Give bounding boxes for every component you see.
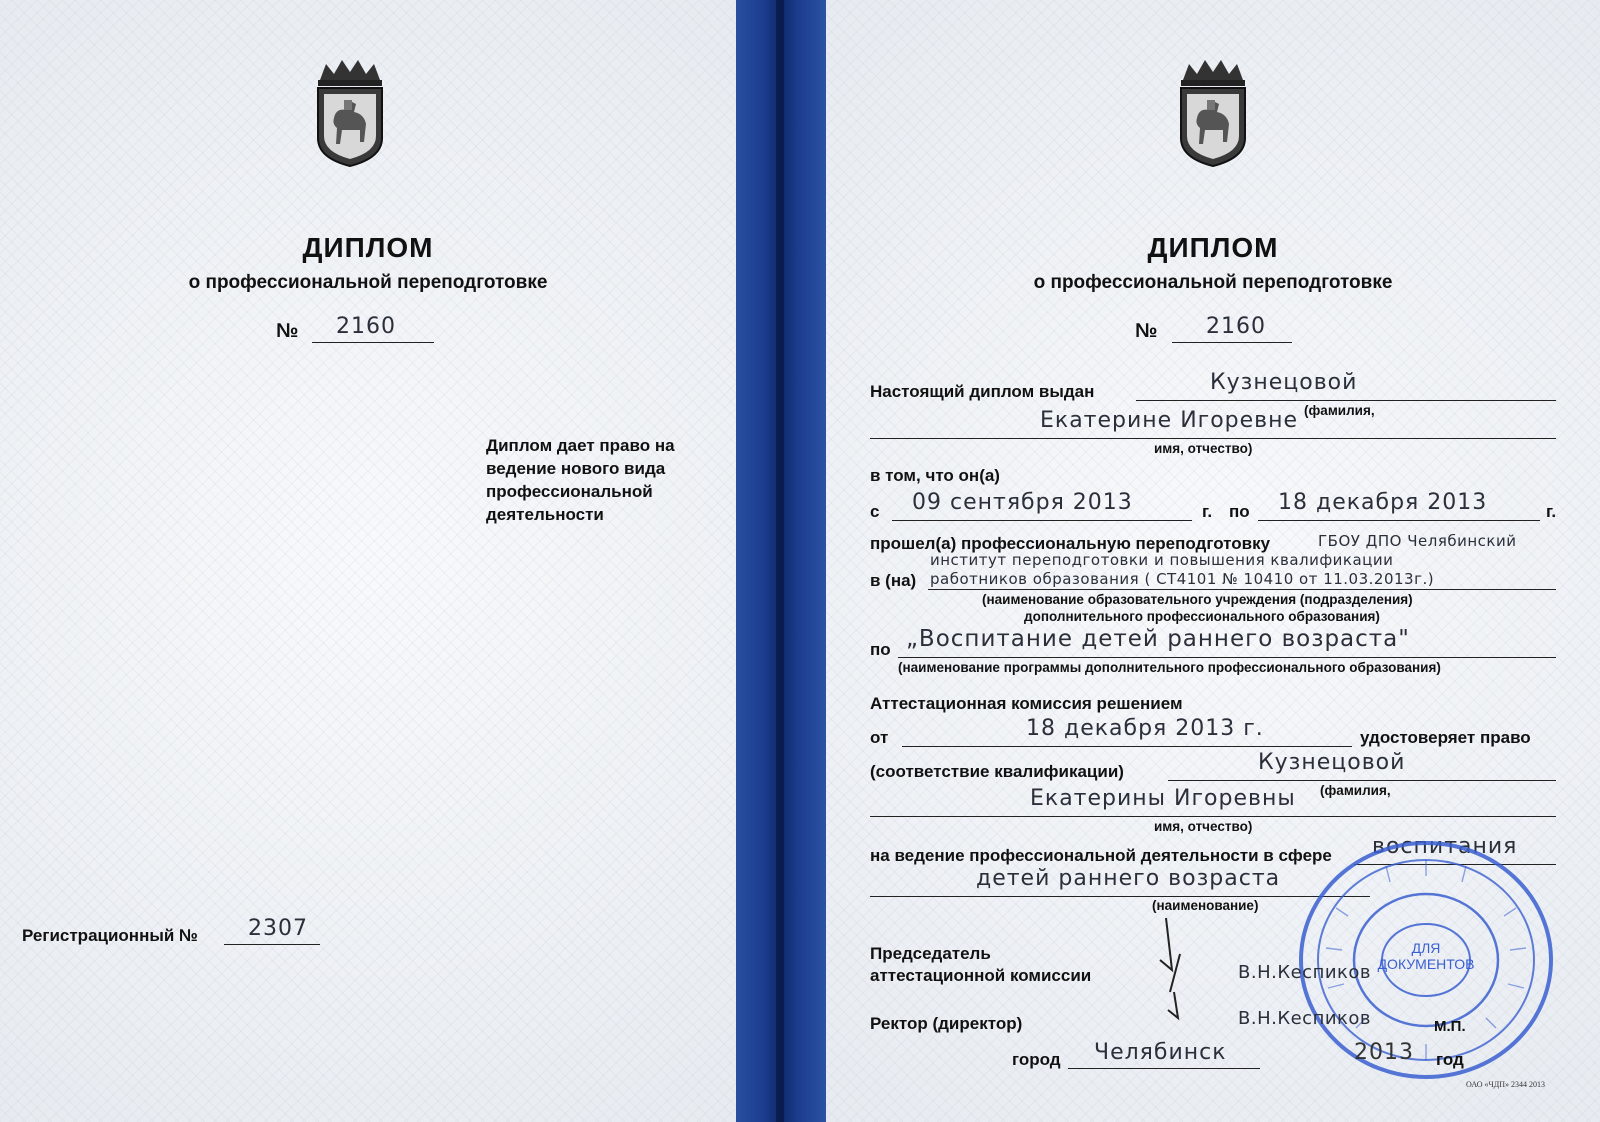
chairman-label-2: аттестационной комиссии bbox=[870, 966, 1092, 985]
institution-line-1: ГБОУ ДПО Челябинский bbox=[1318, 532, 1517, 550]
rector-label: Ректор (директор) bbox=[870, 1014, 1023, 1033]
in-label: в (на) bbox=[870, 571, 917, 590]
coat-of-arms-icon bbox=[312, 58, 388, 170]
coat-of-arms-icon bbox=[1175, 58, 1251, 170]
institution-line-3: работников образования ( СТ4101 № 10410 от 11.03.2013г.) bbox=[930, 570, 1435, 588]
to-date: 18 декабря 2013 bbox=[1278, 490, 1488, 515]
left-diploma-number: 2160 bbox=[336, 314, 396, 339]
chairman-name: В.Н.Кеспиков bbox=[1238, 962, 1372, 983]
certifies-label: удостоверяет право bbox=[1360, 728, 1531, 747]
qualification-label: (соответствие квалификации) bbox=[870, 762, 1124, 781]
decision-date: 18 декабря 2013 г. bbox=[1026, 716, 1264, 741]
chairman-label-1: Председатель bbox=[870, 944, 991, 963]
caption-name: имя, отчество) bbox=[1154, 441, 1253, 456]
caption-institution-2: дополнительного профессионального образования) bbox=[1024, 609, 1380, 624]
right-diploma-number: 2160 bbox=[1206, 314, 1266, 339]
cover-spine bbox=[736, 0, 826, 1122]
seal-inner-text: ДЛЯ ДОКУМЕНТОВ bbox=[1377, 940, 1475, 972]
rights-line: Диплом дает право на bbox=[486, 436, 675, 455]
issued-name: Екатерине Игоревне bbox=[1040, 408, 1299, 433]
sphere-line-1: воспитания bbox=[1372, 834, 1518, 859]
year-label-2: г. bbox=[1546, 502, 1557, 521]
po-label: по bbox=[870, 640, 891, 659]
right-number-label: № bbox=[1135, 320, 1158, 342]
caption-name-2: имя, отчество) bbox=[1154, 819, 1253, 834]
from-date: 09 сентября 2013 bbox=[912, 490, 1133, 515]
qualification-name: Екатерины Игоревны bbox=[1030, 786, 1296, 811]
right-subtitle: о профессиональной переподготовке bbox=[1033, 272, 1393, 293]
left-number-label: № bbox=[276, 320, 299, 342]
rights-line: профессиональной bbox=[486, 482, 653, 501]
rights-line: деятельности bbox=[486, 505, 604, 524]
program-name: „Воспитание детей раннего возраста" bbox=[906, 626, 1410, 652]
passed-label: прошел(а) профессиональную переподготовку bbox=[870, 534, 1271, 553]
caption-surname: (фамилия, bbox=[1304, 403, 1375, 418]
commission-label: Аттестационная комиссия решением bbox=[870, 694, 1183, 713]
that-label: в том, что он(а) bbox=[870, 466, 1000, 485]
ot-label: от bbox=[870, 728, 889, 747]
left-subtitle: о профессиональной переподготовке bbox=[188, 272, 548, 293]
to-label: по bbox=[1229, 502, 1250, 521]
signature-icon bbox=[1146, 914, 1206, 994]
year-label-1: г. bbox=[1202, 502, 1213, 521]
signature-icon bbox=[1160, 990, 1200, 1026]
from-label: с bbox=[870, 502, 880, 521]
issued-surname: Кузнецовой bbox=[1210, 370, 1358, 395]
city-name: Челябинск bbox=[1094, 1040, 1227, 1065]
institution-line-2: институт переподготовки и повышения квалификации bbox=[930, 551, 1394, 569]
caption-surname-2: (фамилия, bbox=[1320, 783, 1391, 798]
caption-institution-1: (наименование образовательного учреждения (подразделения) bbox=[982, 592, 1413, 607]
registration-label: Регистрационный № bbox=[22, 926, 198, 945]
year-label: год bbox=[1436, 1050, 1464, 1069]
printer-note: ОАО «ЧДП» 2344 2013 bbox=[1466, 1080, 1545, 1089]
left-page bbox=[0, 0, 736, 1122]
rights-text bbox=[486, 434, 675, 526]
caption-sphere: (наименование) bbox=[1152, 898, 1259, 913]
left-title: ДИПЛОМ bbox=[302, 232, 434, 263]
issue-year: 2013 bbox=[1354, 1040, 1414, 1065]
mp-label: М.П. bbox=[1434, 1018, 1466, 1035]
right-title: ДИПЛОМ bbox=[1147, 232, 1279, 263]
registration-number: 2307 bbox=[248, 916, 308, 941]
rector-name: В.Н.Кеспиков bbox=[1238, 1008, 1372, 1029]
sphere-line-2: детей раннего возраста bbox=[976, 866, 1281, 891]
city-label: город bbox=[1012, 1050, 1061, 1069]
caption-program: (наименование программы дополнительного профессионального образования) bbox=[898, 660, 1441, 675]
right-page bbox=[826, 0, 1600, 1122]
qualification-surname: Кузнецовой bbox=[1258, 750, 1406, 775]
issued-label: Настоящий диплом выдан bbox=[870, 382, 1095, 401]
rights-line: ведение нового вида bbox=[486, 459, 666, 478]
sphere-label: на ведение профессиональной деятельности в сфере bbox=[870, 846, 1332, 865]
